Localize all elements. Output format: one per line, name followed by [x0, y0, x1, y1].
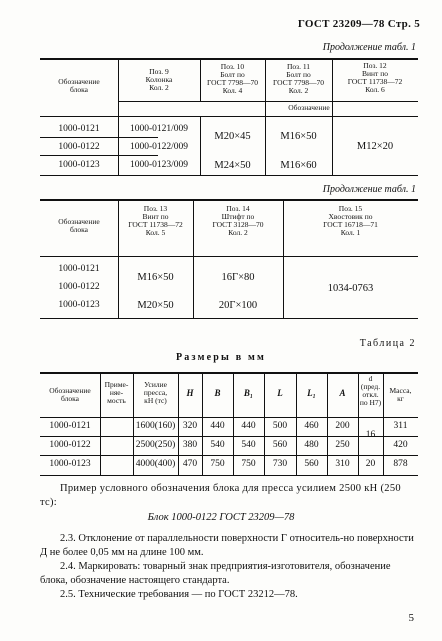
table-row: 1000-0122	[58, 142, 100, 152]
page-number: 5	[408, 612, 414, 624]
table3-col-designation: Обозначение блока	[49, 386, 91, 404]
table-row: 1000-0121	[58, 124, 100, 134]
table3-title: Размеры в мм	[175, 352, 267, 363]
table-cell: 420	[393, 440, 408, 450]
table1-col-pos12: Поз. 12 Винт по ГОСТ 11738—72 Кол. 6	[347, 61, 403, 95]
table-cell: 311	[393, 421, 408, 431]
table-cell: 1034-0763	[327, 283, 374, 294]
table-cell: 540	[210, 440, 225, 450]
table-cell: M20×45	[214, 131, 251, 142]
table-cell: 200	[335, 421, 350, 431]
table-cell: 310	[335, 459, 350, 469]
table-cell: 440	[241, 421, 256, 431]
section-2-4: 2.4. Маркировать: товарный знак предприятия-изготовителя, обозначение блока, обозначение настоящего стандарта.	[40, 561, 391, 586]
table1-subheader: Обозначение	[288, 103, 330, 112]
table-row: 1000-0123	[49, 459, 91, 469]
table2-col-designation: Обозначение блока	[58, 217, 100, 235]
table-cell: 560	[304, 459, 319, 469]
table-cell: 250	[335, 440, 350, 450]
table-row: 1000-0121	[49, 421, 91, 431]
table-cell: M20×50	[137, 300, 174, 311]
table-cell: 500	[272, 421, 288, 431]
table-row: 1000-0122	[58, 282, 100, 292]
table3-caption: Таблица 2	[359, 338, 416, 349]
table-cell: 460	[304, 421, 319, 431]
table-cell: 4000(400)	[135, 459, 176, 469]
table2-caption: Продолжение табл. 1	[322, 184, 416, 195]
table-cell: 470	[182, 459, 198, 469]
table-row: 1000-0123	[58, 160, 100, 170]
table1-col-pos10: Поз. 10 Болт по ГОСТ 7798—70 Кол. 4	[206, 62, 259, 96]
table-cell: 1000-0121/009	[129, 124, 189, 134]
table-row: 1000-0123	[58, 300, 100, 310]
table-cell: 540	[241, 440, 256, 450]
table-cell: 878	[393, 459, 408, 469]
table-cell: 1600(160)	[135, 421, 176, 431]
table3-col-force: Усилие пресса, кН (тс)	[143, 380, 168, 406]
table-cell: 16	[365, 430, 376, 440]
table-cell: 440	[210, 421, 225, 431]
table-cell: 480	[304, 440, 319, 450]
table3-col-A: A	[339, 388, 346, 398]
table3-col-mass: Масса, кг	[389, 386, 412, 404]
page-header: ГОСТ 23209—78 Стр. 5	[297, 18, 420, 30]
table-cell: 16Г×80	[221, 272, 255, 283]
section-2-3: 2.3. Отклонение от параллельности поверхности Г относитель-но поверхности Д не более 0,05 мм на длине 100 мм.	[40, 533, 414, 558]
table2-col-pos13: Поз. 13 Винт по ГОСТ 11738—72 Кол. 5	[128, 204, 183, 238]
table3-col-L1: L₁	[307, 388, 316, 398]
table1-caption: Продолжение табл. 1	[322, 42, 416, 53]
example-designation: Блок 1000-0122 ГОСТ 23209—78	[147, 512, 295, 523]
table-cell: M16×60	[280, 160, 317, 171]
table1-col-designation: Обозначение блока	[58, 77, 100, 95]
section-2-5: 2.5. Технические требования — по ГОСТ 23212—78.	[60, 589, 298, 600]
table1-col-pos11: Поз. 11 Болт по ГОСТ 7798—70 Кол. 2	[272, 62, 325, 96]
table-cell: 750	[241, 459, 256, 469]
table-cell: 380	[182, 440, 198, 450]
table2-col-pos15: Поз. 15 Хвостовик по ГОСТ 16718—71 Кол. 1	[323, 204, 378, 238]
table-cell: 1000-0123/009	[129, 160, 189, 170]
table-row: 1000-0122	[49, 440, 91, 450]
table-row: 1000-0121	[58, 264, 100, 274]
table-cell: M16×50	[280, 131, 317, 142]
table3-col-applicability: Приме- няе- мость	[104, 380, 129, 406]
table3-col-L: L	[277, 388, 283, 398]
table-cell: 730	[272, 459, 288, 469]
example-intro: Пример условного обозначения блока для пресса усилием 2500 кН (250 тс):	[40, 483, 401, 508]
table-cell: 560	[272, 440, 288, 450]
table3-col-d: d (пред. откл. по Н7)	[359, 374, 382, 408]
table-cell: M16×50	[137, 272, 174, 283]
table-cell: 320	[182, 421, 198, 431]
table-cell: 750	[210, 459, 225, 469]
table-cell: M12×20	[356, 141, 394, 152]
table-cell: 2500(250)	[135, 440, 176, 450]
table-cell: 1000-0122/009	[129, 142, 189, 152]
table1-col-pos9: Поз. 9 Колонка Кол. 2	[145, 67, 173, 93]
table3-col-B: B	[214, 388, 221, 398]
table3-col-B1: B₁	[243, 388, 254, 398]
table-cell: M24×50	[214, 160, 251, 171]
table-cell: 20	[365, 459, 376, 469]
table2-col-pos14: Поз. 14 Штифт по ГОСТ 3128—70 Кол. 2	[212, 204, 264, 238]
table3-col-H: Н	[186, 388, 194, 398]
table-cell: 20Г×100	[218, 300, 258, 311]
